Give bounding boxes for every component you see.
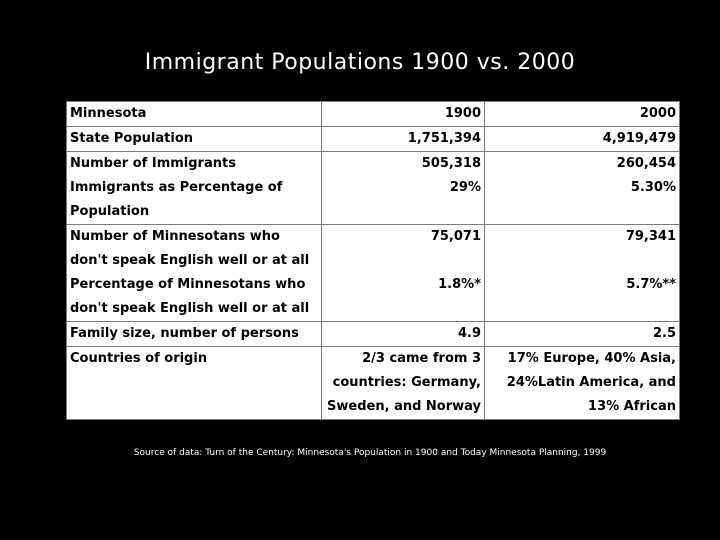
- table-cell: 5.30%: [485, 176, 680, 225]
- table-cell: 75,071: [322, 225, 485, 274]
- table-cell: 1,751,394: [322, 127, 485, 152]
- row-label: Number of Immigrants: [67, 152, 322, 177]
- table-row: [67, 225, 680, 274]
- row-label: Number of Minnesotans who don't speak English well or at all: [67, 225, 322, 274]
- table-cell: 1.8%*: [322, 273, 485, 322]
- row-label: Immigrants as Percentage of Population: [67, 176, 322, 225]
- slide-title: Immigrant Populations 1900 vs. 2000: [144, 50, 576, 75]
- row-label: Family size, number of persons: [67, 322, 322, 347]
- table-cell: 2/3 came from 3 countries: Germany, Sweden, and Norway: [322, 347, 485, 420]
- table-cell: 29%: [322, 176, 485, 225]
- table-row: [67, 152, 680, 177]
- table-cell: 260,454: [485, 152, 680, 177]
- table-row: [67, 273, 680, 322]
- row-label: Percentage of Minnesotans who don't speak English well or at all: [67, 273, 322, 322]
- table-row: [67, 127, 680, 152]
- table-cell: 5.7%**: [485, 273, 680, 322]
- table-cell: 4,919,479: [485, 127, 680, 152]
- source-note: Source of data: Turn of the Century: Minnesota's Population in 1900 and Today Minnesota Planning, 1999: [133, 448, 607, 458]
- table-row: [67, 102, 680, 127]
- table-row: [67, 347, 680, 420]
- row-label: State Population: [67, 127, 322, 152]
- header-cell: Minnesota: [67, 102, 322, 127]
- table-cell: 505,318: [322, 152, 485, 177]
- header-cell: 2000: [485, 102, 680, 127]
- table-cell: 4.9: [322, 322, 485, 347]
- table-cell: 79,341: [485, 225, 680, 274]
- table-row: [67, 322, 680, 347]
- table-cell: 2.5: [485, 322, 680, 347]
- table-row: [67, 176, 680, 225]
- row-label: Countries of origin: [67, 347, 322, 420]
- header-cell: 1900: [322, 102, 485, 127]
- table-cell: 17% Europe, 40% Asia, 24%Latin America, and 13% African: [485, 347, 680, 420]
- comparison-table: [66, 101, 680, 420]
